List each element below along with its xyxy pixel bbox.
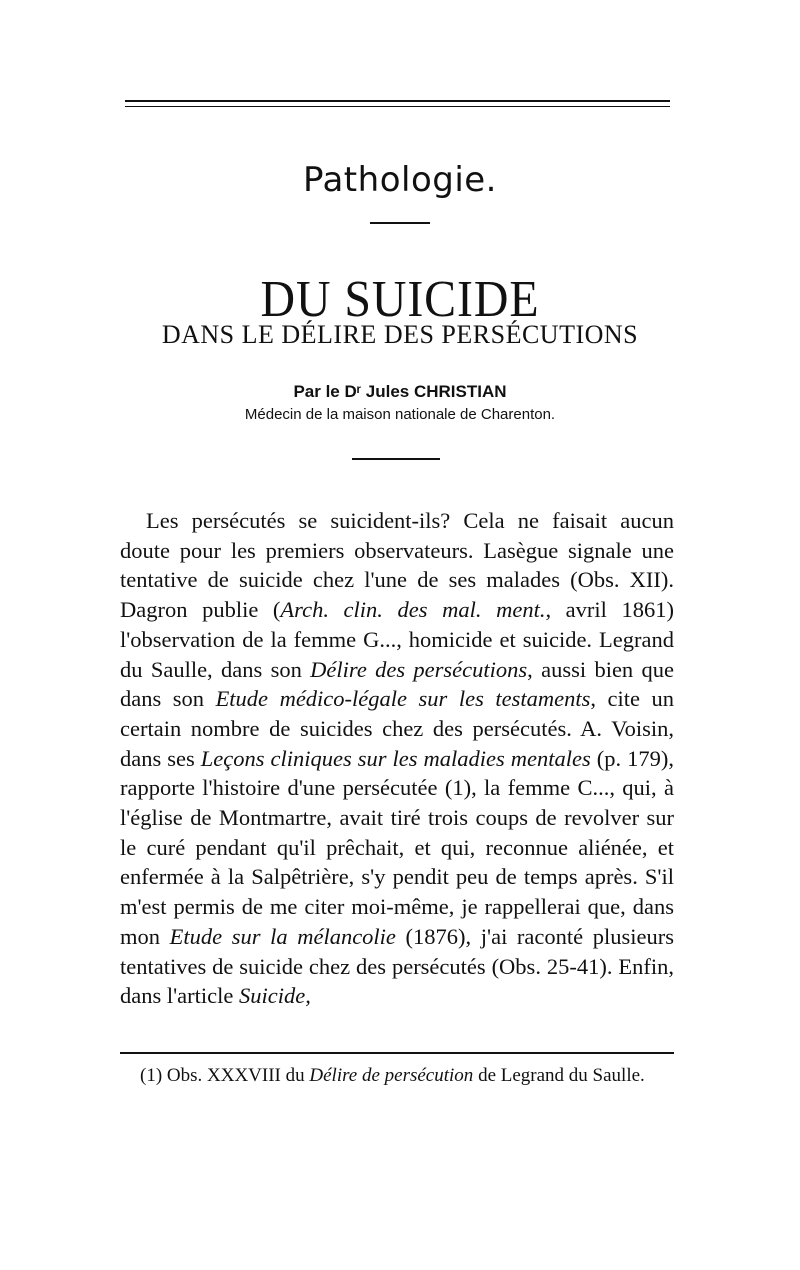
article-title: DU SUICIDE — [260, 271, 540, 328]
footnote-citation: Délire de persécution — [309, 1065, 474, 1086]
title-separator-rule — [370, 222, 430, 224]
citation-lecons: Leçons cliniques sur les maladies mentales — [200, 745, 591, 771]
article-subtitle: DANS LE DÉLIRE DES PERSÉCUTIONS — [161, 320, 639, 349]
author-byline: Par le Dʳ Jules CHRISTIAN — [293, 382, 507, 401]
citation-archives: Arch. clin. des mal. ment. — [280, 597, 546, 623]
byline-separator-rule — [352, 458, 440, 460]
section-title: Pathologie. — [303, 160, 497, 200]
citation-melancolie: Etude sur la mélancolie — [169, 923, 396, 949]
body-paragraph: Les persécutés se suicident-ils? Cela ne faisait aucun doute pour les premiers observateurs. Lasègue signale une tentative de suicide chez l'une de ses malades (Obs. XII). Dagron publie (Arch. clin. des mal. ment., avril 1861) l'observation de la femme G..., homicide et suicide. Legrand du Saulle, dans son Délire des persécutions, aussi bien que dans son Etude médico-légale sur les testaments, cite un certain nombre de suicides chez des persécutés. A. Voisin, dans ses Leçons cliniques sur les maladies mentales (p. 179), rapporte l'histoire d'une persécutée (1), la femme C..., qui, à l'église de Montmartre, avait tiré trois coups de revolver sur le curé pendant qu'il prêchait, et qui, reconnue aliénée, et enfermée à la Salpêtrière, s'y pendit peu de temps après. S'il m'est permis de me citer moi-même, je rappellerai que, dans mon Etude sur la mélancolie (1876), j'ai raconté plusieurs tentatives de suicide chez des persécutés (Obs. 25-41). Enfin, dans l'article Suicide, — [120, 508, 675, 1009]
citation-etude-testaments: Etude médico-légale sur les testaments — [215, 686, 591, 712]
footnote-rule — [120, 1052, 674, 1054]
header-double-rule — [125, 100, 670, 108]
citation-delire: Délire des persécutions — [310, 656, 528, 682]
author-affiliation: Médecin de la maison nationale de Charenton. — [244, 406, 556, 423]
citation-suicide: Suicide, — [239, 983, 311, 1009]
footnote: (1) Obs. XXXVIII du Délire de persécution de Legrand du Saulle. — [140, 1065, 645, 1086]
